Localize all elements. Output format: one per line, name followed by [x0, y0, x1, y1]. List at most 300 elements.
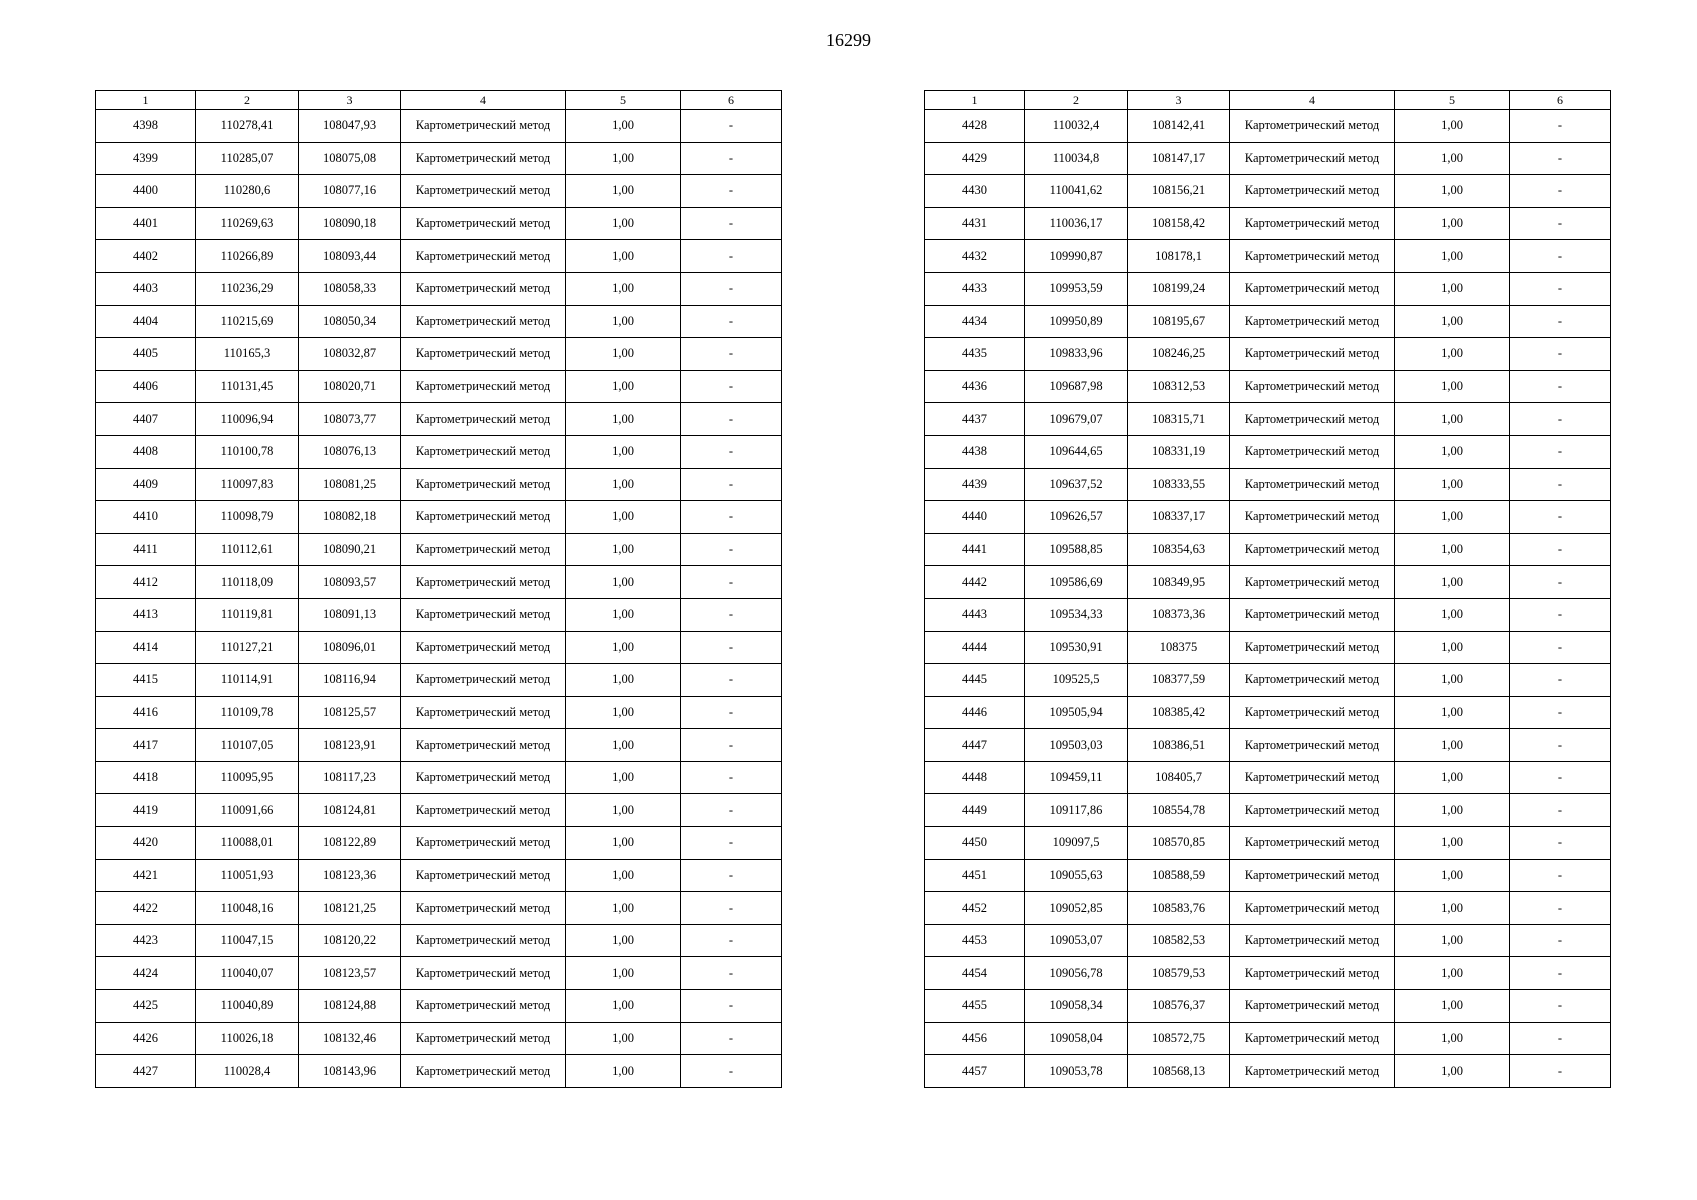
point-number-cell: 4399	[96, 142, 196, 175]
x-coordinate-cell: 109056,78	[1025, 957, 1128, 990]
table-row	[96, 501, 782, 534]
table-row	[96, 794, 782, 827]
y-coordinate-cell: 108583,76	[1128, 892, 1230, 925]
x-coordinate-cell: 109459,11	[1025, 761, 1128, 794]
method-cell: Картометрический метод	[1230, 566, 1395, 599]
point-number-cell: 4427	[96, 1055, 196, 1088]
table-row	[96, 990, 782, 1023]
x-coordinate-cell: 110107,05	[196, 729, 299, 762]
y-coordinate-cell: 108124,81	[299, 794, 401, 827]
accuracy-cell: 1,00	[1395, 924, 1510, 957]
y-coordinate-cell: 108032,87	[299, 338, 401, 371]
method-cell: Картометрический метод	[1230, 501, 1395, 534]
accuracy-cell: 1,00	[566, 272, 681, 305]
table-row	[925, 924, 1611, 957]
y-coordinate-cell: 108091,13	[299, 598, 401, 631]
x-coordinate-cell: 110118,09	[196, 566, 299, 599]
description-cell: -	[1510, 696, 1611, 729]
description-cell: -	[681, 664, 782, 697]
accuracy-cell: 1,00	[1395, 501, 1510, 534]
y-coordinate-cell: 108116,94	[299, 664, 401, 697]
x-coordinate-cell: 109052,85	[1025, 892, 1128, 925]
point-number-cell: 4406	[96, 370, 196, 403]
table-row	[925, 305, 1611, 338]
description-cell: -	[1510, 1055, 1611, 1088]
x-coordinate-cell: 109053,78	[1025, 1055, 1128, 1088]
point-number-cell: 4432	[925, 240, 1025, 273]
point-number-cell: 4403	[96, 272, 196, 305]
point-number-cell: 4433	[925, 272, 1025, 305]
x-coordinate-cell: 110097,83	[196, 468, 299, 501]
point-number-cell: 4450	[925, 827, 1025, 860]
y-coordinate-cell: 108142,41	[1128, 110, 1230, 143]
description-cell: -	[681, 305, 782, 338]
y-coordinate-cell: 108373,36	[1128, 598, 1230, 631]
method-cell: Картометрический метод	[401, 240, 566, 273]
accuracy-cell: 1,00	[1395, 370, 1510, 403]
y-coordinate-cell: 108195,67	[1128, 305, 1230, 338]
point-number-cell: 4423	[96, 924, 196, 957]
point-number-cell: 4429	[925, 142, 1025, 175]
table-row	[96, 305, 782, 338]
point-number-cell: 4443	[925, 598, 1025, 631]
y-coordinate-cell: 108333,55	[1128, 468, 1230, 501]
y-coordinate-cell: 108082,18	[299, 501, 401, 534]
method-cell: Картометрический метод	[1230, 533, 1395, 566]
point-number-cell: 4407	[96, 403, 196, 436]
point-number-cell: 4430	[925, 175, 1025, 208]
table-row	[925, 957, 1611, 990]
x-coordinate-cell: 110100,78	[196, 435, 299, 468]
description-cell: -	[681, 859, 782, 892]
table-row	[96, 338, 782, 371]
description-cell: -	[681, 110, 782, 143]
accuracy-cell: 1,00	[566, 240, 681, 273]
x-coordinate-cell: 109117,86	[1025, 794, 1128, 827]
accuracy-cell: 1,00	[566, 696, 681, 729]
table-row	[925, 370, 1611, 403]
y-coordinate-cell: 108147,17	[1128, 142, 1230, 175]
method-cell: Картометрический метод	[1230, 142, 1395, 175]
table-row	[925, 338, 1611, 371]
y-coordinate-cell: 108117,23	[299, 761, 401, 794]
x-coordinate-cell: 110091,66	[196, 794, 299, 827]
table-row	[925, 110, 1611, 143]
accuracy-cell: 1,00	[1395, 207, 1510, 240]
table-row	[96, 110, 782, 143]
y-coordinate-cell: 108375	[1128, 631, 1230, 664]
column-header: 2	[196, 91, 299, 110]
y-coordinate-cell: 108050,34	[299, 305, 401, 338]
table-row	[925, 501, 1611, 534]
description-cell: -	[681, 240, 782, 273]
method-cell: Картометрический метод	[401, 729, 566, 762]
y-coordinate-cell: 108096,01	[299, 631, 401, 664]
y-coordinate-cell: 108349,95	[1128, 566, 1230, 599]
description-cell: -	[681, 990, 782, 1023]
table-row	[925, 175, 1611, 208]
description-cell: -	[681, 696, 782, 729]
y-coordinate-cell: 108124,88	[299, 990, 401, 1023]
description-cell: -	[681, 1022, 782, 1055]
table-row	[925, 533, 1611, 566]
point-number-cell: 4457	[925, 1055, 1025, 1088]
x-coordinate-cell: 110036,17	[1025, 207, 1128, 240]
method-cell: Картометрический метод	[401, 990, 566, 1023]
method-cell: Картометрический метод	[401, 370, 566, 403]
accuracy-cell: 1,00	[1395, 110, 1510, 143]
accuracy-cell: 1,00	[1395, 696, 1510, 729]
method-cell: Картометрический метод	[401, 110, 566, 143]
point-number-cell: 4451	[925, 859, 1025, 892]
method-cell: Картометрический метод	[1230, 305, 1395, 338]
table-row	[96, 598, 782, 631]
x-coordinate-cell: 109530,91	[1025, 631, 1128, 664]
coordinates-table-right	[924, 90, 1611, 1088]
page-number: 16299	[826, 30, 871, 50]
table-row	[96, 370, 782, 403]
accuracy-cell: 1,00	[566, 761, 681, 794]
accuracy-cell: 1,00	[566, 435, 681, 468]
x-coordinate-cell: 110127,21	[196, 631, 299, 664]
method-cell: Картометрический метод	[1230, 435, 1395, 468]
description-cell: -	[1510, 142, 1611, 175]
accuracy-cell: 1,00	[566, 631, 681, 664]
table-row	[96, 533, 782, 566]
x-coordinate-cell: 110119,81	[196, 598, 299, 631]
x-coordinate-cell: 110165,3	[196, 338, 299, 371]
accuracy-cell: 1,00	[566, 664, 681, 697]
method-cell: Картометрический метод	[401, 1022, 566, 1055]
method-cell: Картометрический метод	[1230, 240, 1395, 273]
y-coordinate-cell: 108123,57	[299, 957, 401, 990]
y-coordinate-cell: 108405,7	[1128, 761, 1230, 794]
point-number-cell: 4408	[96, 435, 196, 468]
accuracy-cell: 1,00	[1395, 827, 1510, 860]
method-cell: Картометрический метод	[401, 664, 566, 697]
y-coordinate-cell: 108093,44	[299, 240, 401, 273]
y-coordinate-cell: 108554,78	[1128, 794, 1230, 827]
method-cell: Картометрический метод	[1230, 761, 1395, 794]
description-cell: -	[1510, 794, 1611, 827]
table-row	[96, 240, 782, 273]
accuracy-cell: 1,00	[1395, 468, 1510, 501]
point-number-cell: 4418	[96, 761, 196, 794]
y-coordinate-cell: 108588,59	[1128, 859, 1230, 892]
method-cell: Картометрический метод	[401, 566, 566, 599]
x-coordinate-cell: 109626,57	[1025, 501, 1128, 534]
description-cell: -	[1510, 598, 1611, 631]
accuracy-cell: 1,00	[566, 1055, 681, 1088]
table-row	[96, 924, 782, 957]
description-cell: -	[681, 272, 782, 305]
x-coordinate-cell: 110112,61	[196, 533, 299, 566]
method-cell: Картометрический метод	[401, 338, 566, 371]
table-row	[925, 207, 1611, 240]
y-coordinate-cell: 108073,77	[299, 403, 401, 436]
accuracy-cell: 1,00	[566, 827, 681, 860]
description-cell: -	[681, 501, 782, 534]
description-cell: -	[1510, 566, 1611, 599]
table-row	[925, 827, 1611, 860]
point-number-cell: 4441	[925, 533, 1025, 566]
x-coordinate-cell: 110109,78	[196, 696, 299, 729]
x-coordinate-cell: 110028,4	[196, 1055, 299, 1088]
column-header: 4	[1230, 91, 1395, 110]
table-row	[925, 566, 1611, 599]
table-row	[925, 1055, 1611, 1088]
x-coordinate-cell: 109990,87	[1025, 240, 1128, 273]
accuracy-cell: 1,00	[566, 892, 681, 925]
point-number-cell: 4409	[96, 468, 196, 501]
point-number-cell: 4453	[925, 924, 1025, 957]
accuracy-cell: 1,00	[566, 990, 681, 1023]
point-number-cell: 4438	[925, 435, 1025, 468]
point-number-cell: 4424	[96, 957, 196, 990]
y-coordinate-cell: 108386,51	[1128, 729, 1230, 762]
accuracy-cell: 1,00	[566, 859, 681, 892]
y-coordinate-cell: 108077,16	[299, 175, 401, 208]
method-cell: Картометрический метод	[1230, 990, 1395, 1023]
point-number-cell: 4439	[925, 468, 1025, 501]
y-coordinate-cell: 108125,57	[299, 696, 401, 729]
y-coordinate-cell: 108120,22	[299, 924, 401, 957]
y-coordinate-cell: 108568,13	[1128, 1055, 1230, 1088]
point-number-cell: 4425	[96, 990, 196, 1023]
table-row	[925, 1022, 1611, 1055]
y-coordinate-cell: 108093,57	[299, 566, 401, 599]
table-row	[925, 729, 1611, 762]
accuracy-cell: 1,00	[566, 794, 681, 827]
y-coordinate-cell: 108122,89	[299, 827, 401, 860]
accuracy-cell: 1,00	[1395, 794, 1510, 827]
column-header: 5	[1395, 91, 1510, 110]
description-cell: -	[681, 435, 782, 468]
method-cell: Картометрический метод	[401, 1055, 566, 1088]
accuracy-cell: 1,00	[566, 370, 681, 403]
accuracy-cell: 1,00	[1395, 859, 1510, 892]
table-row	[925, 142, 1611, 175]
column-header: 6	[681, 91, 782, 110]
description-cell: -	[1510, 990, 1611, 1023]
method-cell: Картометрический метод	[1230, 403, 1395, 436]
table-row	[925, 598, 1611, 631]
x-coordinate-cell: 110285,07	[196, 142, 299, 175]
x-coordinate-cell: 110047,15	[196, 924, 299, 957]
method-cell: Картометрический метод	[401, 403, 566, 436]
method-cell: Картометрический метод	[401, 794, 566, 827]
method-cell: Картометрический метод	[401, 761, 566, 794]
table-row	[96, 859, 782, 892]
point-number-cell: 4456	[925, 1022, 1025, 1055]
table-row	[925, 990, 1611, 1023]
table-row	[96, 1022, 782, 1055]
point-number-cell: 4414	[96, 631, 196, 664]
method-cell: Картометрический метод	[1230, 631, 1395, 664]
x-coordinate-cell: 109097,5	[1025, 827, 1128, 860]
method-cell: Картометрический метод	[1230, 729, 1395, 762]
description-cell: -	[1510, 1022, 1611, 1055]
point-number-cell: 4411	[96, 533, 196, 566]
column-header: 3	[299, 91, 401, 110]
point-number-cell: 4410	[96, 501, 196, 534]
description-cell: -	[681, 175, 782, 208]
point-number-cell: 4445	[925, 664, 1025, 697]
point-number-cell: 4401	[96, 207, 196, 240]
x-coordinate-cell: 109679,07	[1025, 403, 1128, 436]
y-coordinate-cell: 108331,19	[1128, 435, 1230, 468]
method-cell: Картометрический метод	[401, 305, 566, 338]
table-row	[96, 272, 782, 305]
table-header-row	[925, 91, 1611, 110]
point-number-cell: 4455	[925, 990, 1025, 1023]
accuracy-cell: 1,00	[566, 468, 681, 501]
description-cell: -	[1510, 957, 1611, 990]
column-header: 1	[925, 91, 1025, 110]
description-cell: -	[681, 761, 782, 794]
method-cell: Картометрический метод	[401, 501, 566, 534]
method-cell: Картометрический метод	[1230, 175, 1395, 208]
y-coordinate-cell: 108199,24	[1128, 272, 1230, 305]
accuracy-cell: 1,00	[1395, 142, 1510, 175]
y-coordinate-cell: 108132,46	[299, 1022, 401, 1055]
description-cell: -	[1510, 501, 1611, 534]
method-cell: Картометрический метод	[401, 957, 566, 990]
description-cell: -	[681, 892, 782, 925]
point-number-cell: 4454	[925, 957, 1025, 990]
point-number-cell: 4435	[925, 338, 1025, 371]
point-number-cell: 4413	[96, 598, 196, 631]
x-coordinate-cell: 110088,01	[196, 827, 299, 860]
y-coordinate-cell: 108579,53	[1128, 957, 1230, 990]
x-coordinate-cell: 110048,16	[196, 892, 299, 925]
method-cell: Картометрический метод	[401, 142, 566, 175]
method-cell: Картометрический метод	[401, 272, 566, 305]
accuracy-cell: 1,00	[1395, 761, 1510, 794]
y-coordinate-cell: 108315,71	[1128, 403, 1230, 436]
accuracy-cell: 1,00	[1395, 338, 1510, 371]
description-cell: -	[681, 924, 782, 957]
method-cell: Картометрический метод	[1230, 827, 1395, 860]
accuracy-cell: 1,00	[566, 598, 681, 631]
method-cell: Картометрический метод	[401, 631, 566, 664]
description-cell: -	[681, 370, 782, 403]
accuracy-cell: 1,00	[1395, 990, 1510, 1023]
table-row	[96, 435, 782, 468]
y-coordinate-cell: 108123,91	[299, 729, 401, 762]
table-row	[96, 631, 782, 664]
accuracy-cell: 1,00	[566, 338, 681, 371]
x-coordinate-cell: 109586,69	[1025, 566, 1128, 599]
point-number-cell: 4415	[96, 664, 196, 697]
method-cell: Картометрический метод	[1230, 370, 1395, 403]
method-cell: Картометрический метод	[401, 175, 566, 208]
x-coordinate-cell: 110269,63	[196, 207, 299, 240]
description-cell: -	[1510, 435, 1611, 468]
y-coordinate-cell: 108076,13	[299, 435, 401, 468]
point-number-cell: 4416	[96, 696, 196, 729]
y-coordinate-cell: 108158,42	[1128, 207, 1230, 240]
method-cell: Картометрический метод	[1230, 892, 1395, 925]
x-coordinate-cell: 109058,04	[1025, 1022, 1128, 1055]
description-cell: -	[1510, 924, 1611, 957]
table-row	[96, 142, 782, 175]
table-row	[96, 892, 782, 925]
method-cell: Картометрический метод	[401, 696, 566, 729]
accuracy-cell: 1,00	[1395, 305, 1510, 338]
y-coordinate-cell: 108354,63	[1128, 533, 1230, 566]
x-coordinate-cell: 110280,6	[196, 175, 299, 208]
point-number-cell: 4437	[925, 403, 1025, 436]
description-cell: -	[681, 533, 782, 566]
method-cell: Картометрический метод	[1230, 598, 1395, 631]
table-row	[925, 240, 1611, 273]
table-row	[925, 664, 1611, 697]
table-row	[96, 664, 782, 697]
point-number-cell: 4398	[96, 110, 196, 143]
x-coordinate-cell: 109833,96	[1025, 338, 1128, 371]
table-row	[925, 892, 1611, 925]
method-cell: Картометрический метод	[1230, 207, 1395, 240]
description-cell: -	[681, 403, 782, 436]
accuracy-cell: 1,00	[1395, 272, 1510, 305]
description-cell: -	[1510, 827, 1611, 860]
point-number-cell: 4405	[96, 338, 196, 371]
description-cell: -	[1510, 892, 1611, 925]
method-cell: Картометрический метод	[1230, 924, 1395, 957]
accuracy-cell: 1,00	[1395, 435, 1510, 468]
x-coordinate-cell: 109950,89	[1025, 305, 1128, 338]
description-cell: -	[1510, 272, 1611, 305]
accuracy-cell: 1,00	[566, 207, 681, 240]
description-cell: -	[1510, 403, 1611, 436]
description-cell: -	[1510, 631, 1611, 664]
x-coordinate-cell: 110215,69	[196, 305, 299, 338]
point-number-cell: 4400	[96, 175, 196, 208]
accuracy-cell: 1,00	[1395, 240, 1510, 273]
description-cell: -	[681, 142, 782, 175]
table-row	[96, 207, 782, 240]
point-number-cell: 4446	[925, 696, 1025, 729]
description-cell: -	[681, 631, 782, 664]
description-cell: -	[1510, 110, 1611, 143]
description-cell: -	[1510, 664, 1611, 697]
description-cell: -	[681, 566, 782, 599]
x-coordinate-cell: 109053,07	[1025, 924, 1128, 957]
y-coordinate-cell: 108121,25	[299, 892, 401, 925]
accuracy-cell: 1,00	[1395, 1022, 1510, 1055]
x-coordinate-cell: 109055,63	[1025, 859, 1128, 892]
description-cell: -	[1510, 729, 1611, 762]
point-number-cell: 4448	[925, 761, 1025, 794]
coordinates-table-left	[95, 90, 782, 1088]
table-row	[96, 957, 782, 990]
method-cell: Картометрический метод	[1230, 1022, 1395, 1055]
table-row	[96, 1055, 782, 1088]
table-row	[96, 696, 782, 729]
y-coordinate-cell: 108582,53	[1128, 924, 1230, 957]
method-cell: Картометрический метод	[1230, 957, 1395, 990]
description-cell: -	[681, 729, 782, 762]
description-cell: -	[681, 957, 782, 990]
accuracy-cell: 1,00	[566, 305, 681, 338]
x-coordinate-cell: 110278,41	[196, 110, 299, 143]
description-cell: -	[1510, 175, 1611, 208]
accuracy-cell: 1,00	[566, 175, 681, 208]
x-coordinate-cell: 110026,18	[196, 1022, 299, 1055]
description-cell: -	[1510, 305, 1611, 338]
table-row	[925, 272, 1611, 305]
